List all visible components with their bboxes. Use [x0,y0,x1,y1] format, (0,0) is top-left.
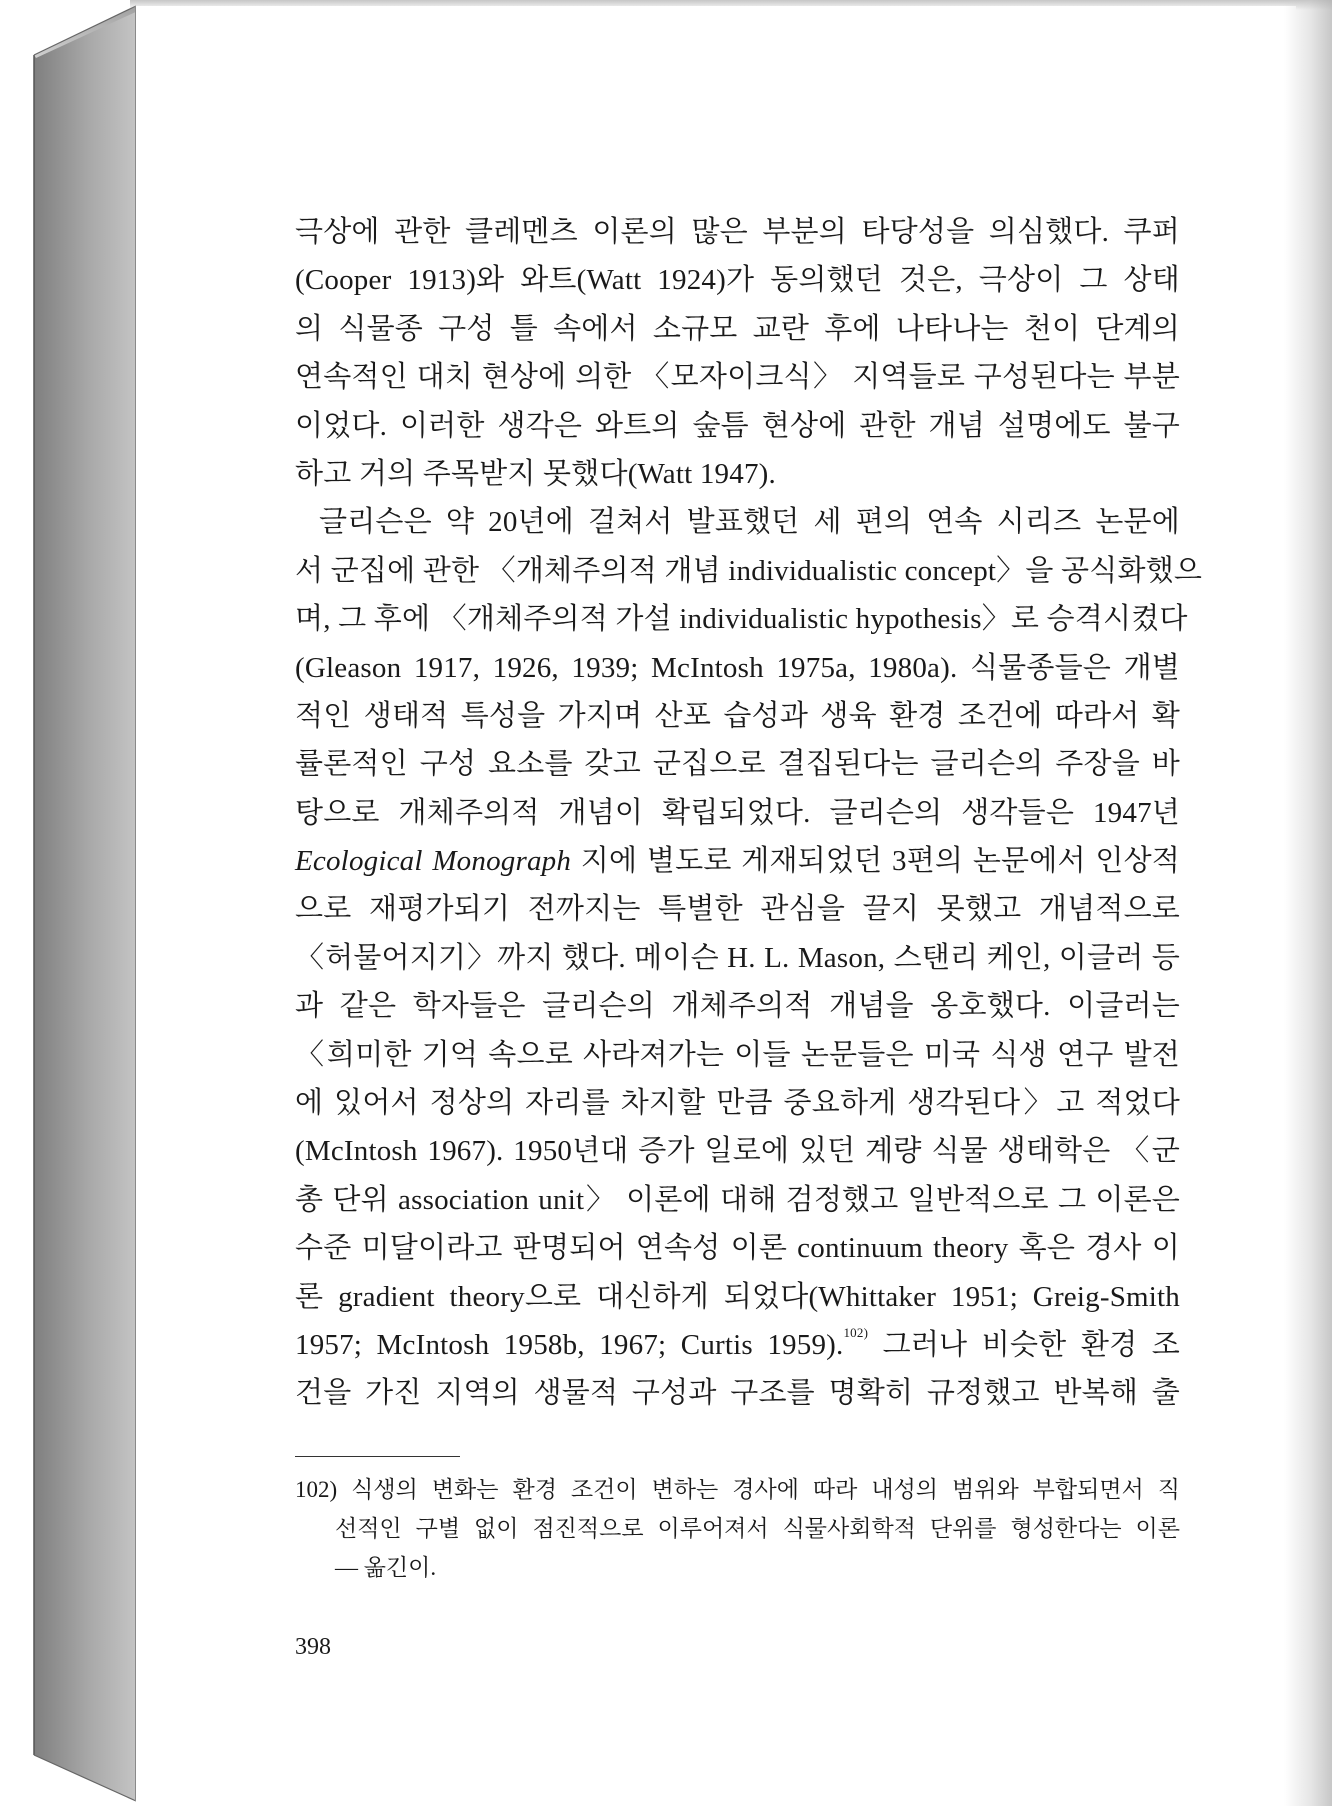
text-line: 건을 가진 지역의 생물적 구성과 구조를 명확히 규정했고 반복해 출 [295,1377,1180,1410]
body-text [295,208,1203,1418]
text-line: 수준 미달이라고 판명되어 연속성 이론 continuum theory 혹은 경사 이 [295,1232,1180,1265]
text-line: 률론적인 구성 요소를 갖고 군집으로 결집된다는 글리슨의 주장을 바 [295,748,1180,781]
footnote-line: 선적인 구별 없이 점진적으로 이루어져서 식물사회학적 단위를 형성한다는 이론 [335,1516,1180,1541]
text-line [295,1321,1180,1369]
text-line: 연속적인 대치 현상에 의한 〈모자이크식〉 지역들로 구성된다는 부분 [295,361,1180,394]
footnote-line: 102) 식생의 변화는 환경 조건이 변하는 경사에 따라 내성의 범위와 부합되면서 직 [295,1477,1180,1502]
text-segment: 1957; McIntosh 1958b, 1967; Curtis 1959). [295,1328,844,1361]
footnote-reference[interactable]: 102) [843,1325,869,1341]
page-right-shadow [1284,0,1332,1806]
text-line: (Gleason 1917, 1926, 1939; McIntosh 1975a, 1980a). 식물종들은 개별 [295,651,1180,684]
text-line: (Cooper 1913)와 와트(Watt 1924)가 동의했던 것은, 극상이 그 상태 [295,264,1180,297]
text-line: 극상에 관한 클레멘츠 이론의 많은 부분의 타당성을 의심했다. 쿠퍼 [295,216,1180,248]
footnote-line: — 옮긴이. [335,1555,437,1580]
journal-title: Ecological Monograph [295,845,572,878]
text-line: 에 있어서 정상의 자리를 차지할 만큼 중요하게 생각된다〉고 적었다 [295,1087,1180,1120]
text-line: 이었다. 이러한 생각은 와트의 숲틈 현상에 관한 개념 설명에도 불구 [295,409,1180,442]
text-line: 하고 거의 주목받지 못했다(Watt 1947). [295,457,776,490]
text-line: 으로 재평가되기 전까지는 특별한 관심을 끌지 못했고 개념적으로 [295,893,1180,926]
text-line: 총 단위 association unit〉 이론에 대해 검정했고 일반적으로 그 이론은 [295,1183,1180,1216]
text-line: 과 같은 학자들은 글리슨의 개체주의적 개념을 옹호했다. 이글러는 [295,990,1180,1023]
book-spine [0,0,140,1806]
text-line: 서 군집에 관한 〈개체주의적 개념 individualistic concept〉을 공식화했으 [295,554,1203,587]
text-line: 론 gradient theory으로 대신하게 되었다(Whittaker 1951; Greig-Smith [295,1280,1180,1313]
text-segment: 그러나 비슷한 환경 조 [868,1328,1181,1361]
text-line [295,837,1180,885]
text-line: (McIntosh 1967). 1950년대 증가 일로에 있던 계량 식물 생태학은 〈군 [295,1135,1180,1168]
text-line: 의 식물종 구성 틀 속에서 소규모 교란 후에 나타나는 천이 단계의 [295,312,1180,345]
text-line: 〈허물어지기〉까지 했다. 메이슨 H. L. Mason, 스탠리 케인, 이글러 등 [295,941,1180,974]
text-line: 적인 생태적 특성을 가지며 산포 습성과 생육 환경 조건에 따라서 확 [295,699,1180,732]
text-line: 〈희미한 기억 속으로 사라져가는 이들 논문들은 미국 식생 연구 발전 [295,1038,1180,1071]
text-line: 며, 그 후에 〈개체주의적 가설 individualistic hypothesis〉로 승격시켰다 [295,603,1188,636]
text-line: 탕으로 개체주의적 개념이 확립되었다. 글리슨의 생각들은 1947년 [295,796,1180,829]
footnote-divider [295,1456,460,1457]
text-segment: 지에 별도로 게재되었던 3편의 논문에서 인상적 [571,845,1181,878]
footnote [295,1470,1180,1587]
page-number: 398 [295,1634,331,1660]
paragraph-start-line: 글리슨은 약 20년에 걸쳐서 발표했던 세 편의 연속 시리즈 논문에 [319,506,1180,539]
